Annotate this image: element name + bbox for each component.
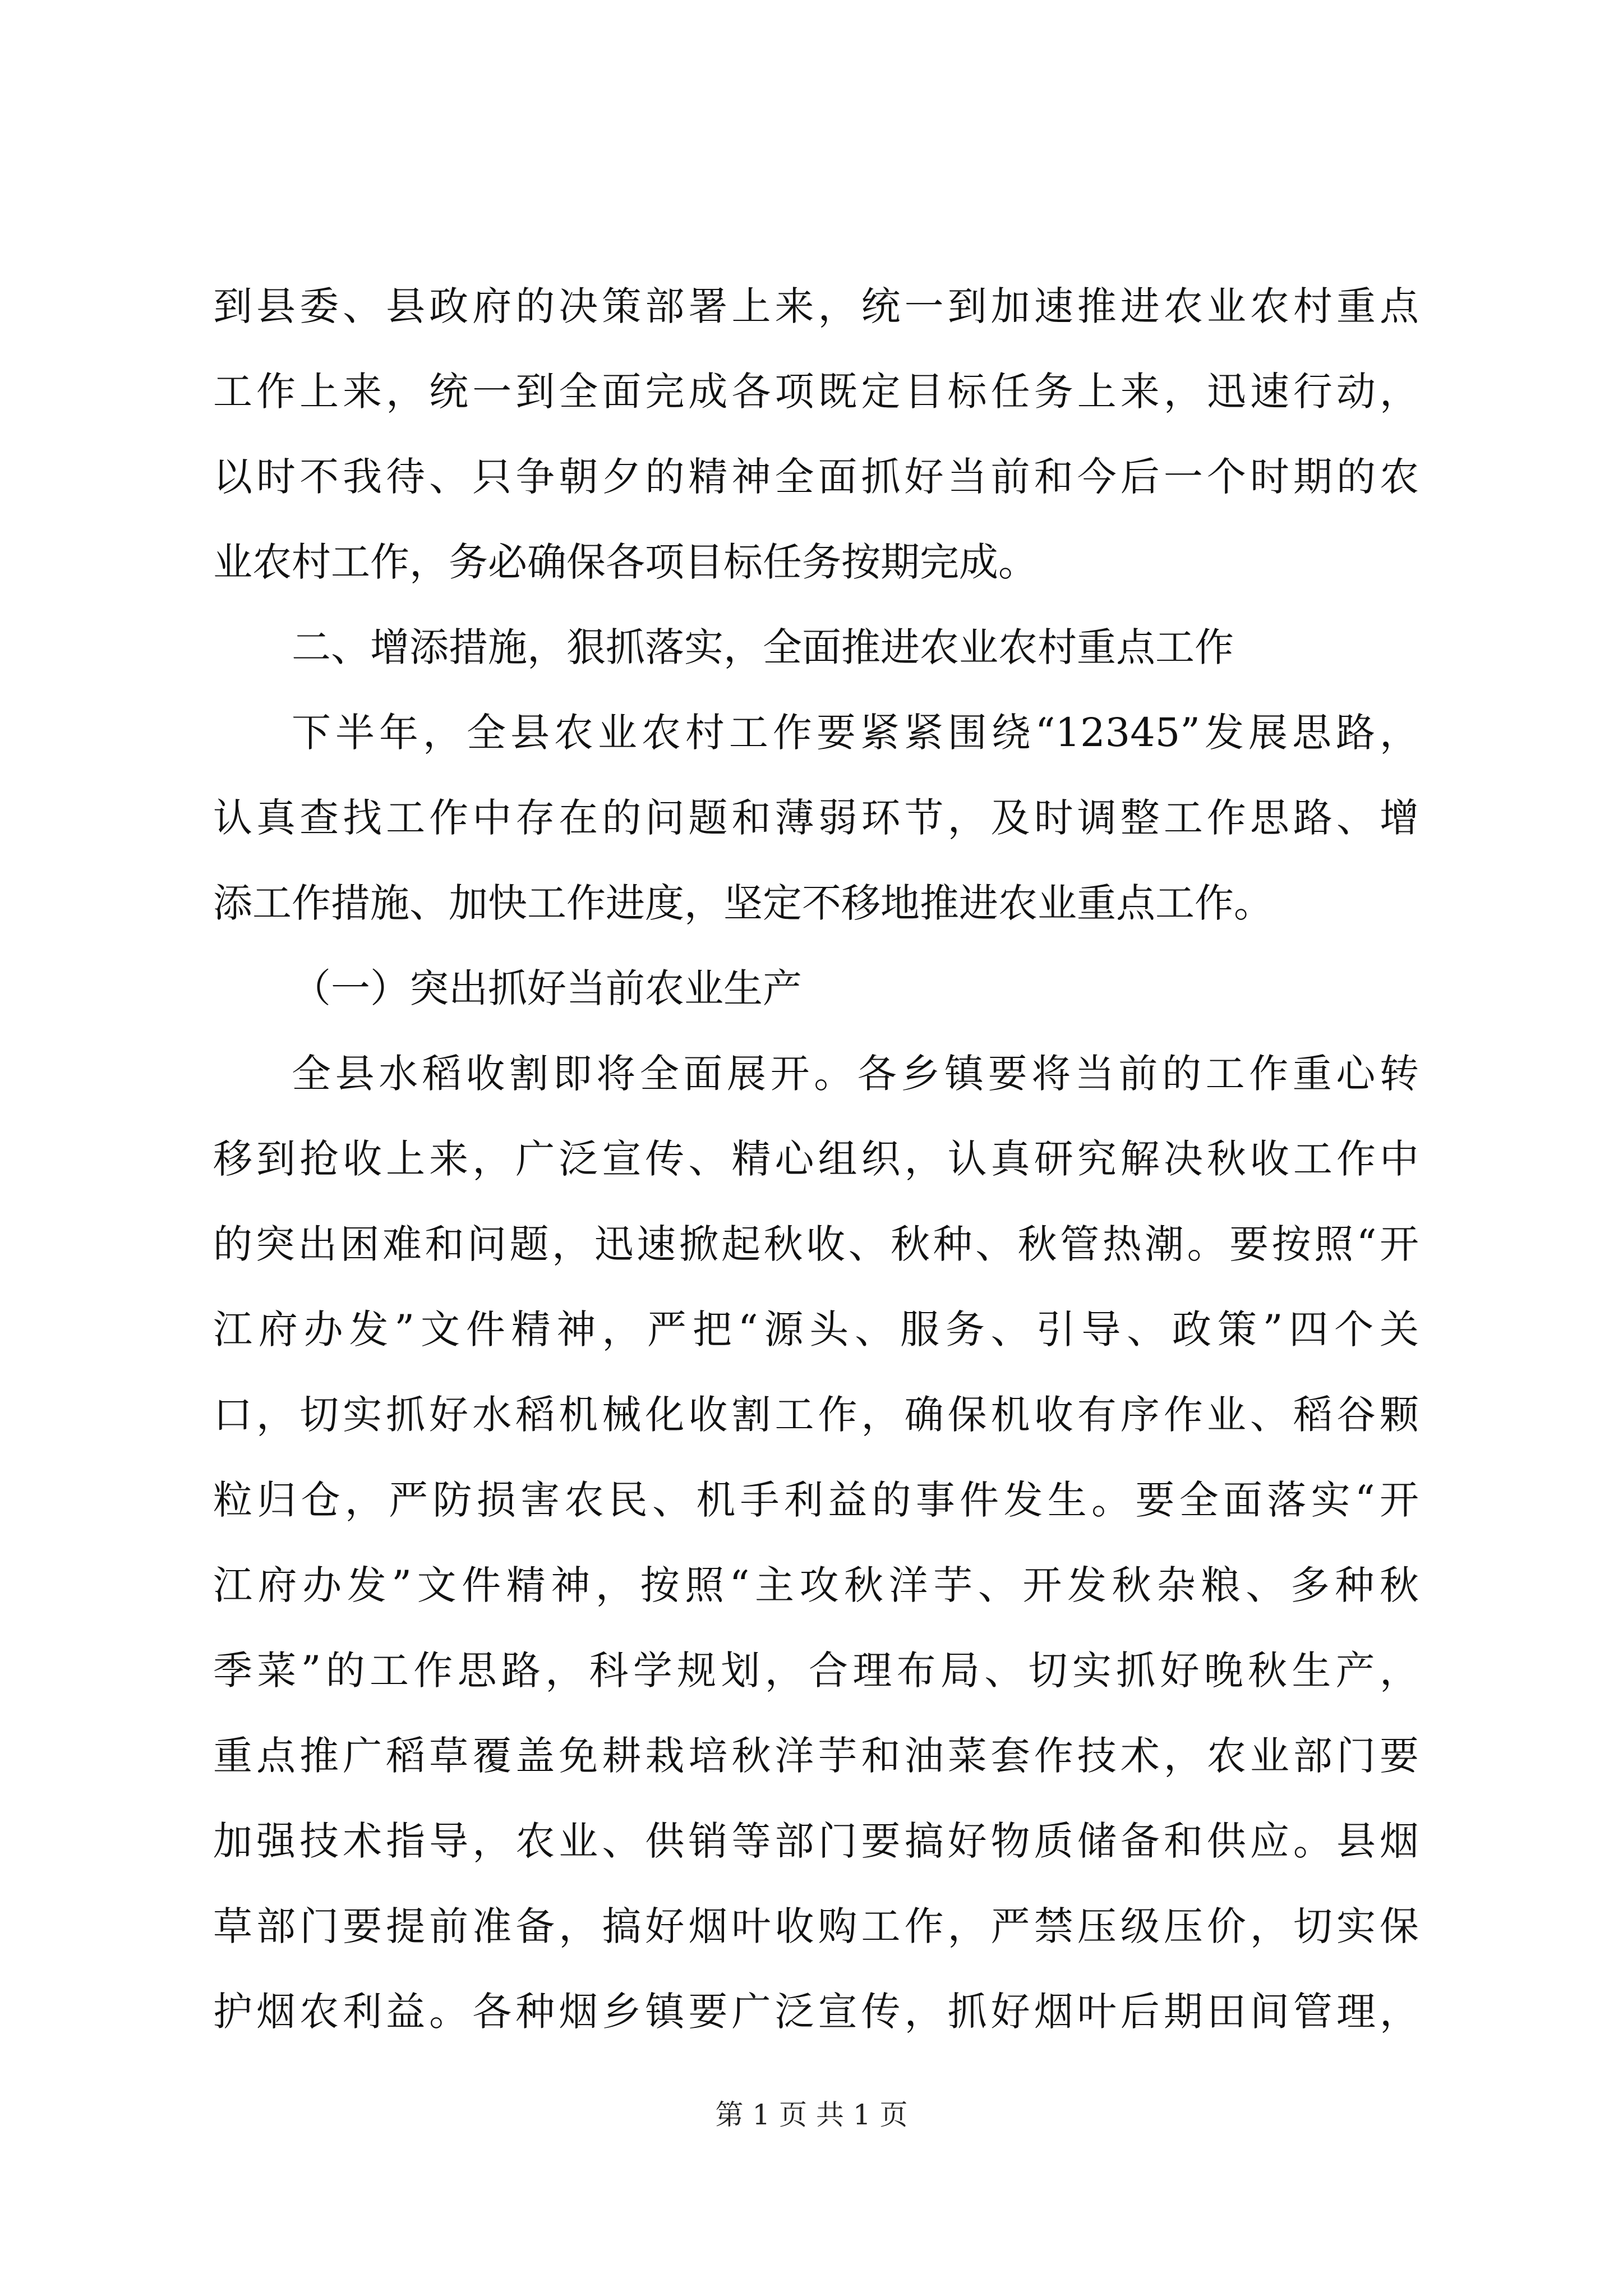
text-line: 粒归仓，严防损害农民、机手利益的事件发生。要全面落实“开: [213, 1477, 1419, 1523]
subsection-heading: [213, 946, 1419, 1031]
text-line: 下半年，全县农业农村工作要紧紧围绕“12345”发展思路，: [292, 710, 1419, 756]
text-line: 添工作措施、加快工作进度，坚定不移地推进农业重点工作。: [213, 880, 1273, 926]
paragraph-second-half: [213, 690, 1419, 946]
text-line: 草部门要提前准备，搞好烟叶收购工作，严禁压级压价，切实保: [213, 1903, 1419, 1949]
document-body: [213, 264, 1419, 2054]
text-line: 到县委、县政府的决策部署上来，统一到加速推进农业农村重点: [213, 283, 1419, 329]
heading-text: 二、增添措施，狠抓落实，全面推进农业农村重点工作: [292, 624, 1234, 670]
page-footer: [0, 2092, 1623, 2133]
text-line: 季菜”的工作思路，科学规划，合理布局、切实抓好晚秋生产，: [213, 1648, 1419, 1694]
text-line: 工作上来，统一到全面完成各项既定目标任务上来，迅速行动，: [213, 369, 1419, 415]
text-line: 全县水稻收割即将全面展开。各乡镇要将当前的工作重心转: [292, 1051, 1419, 1097]
text-line: 重点推广稻草覆盖免耕栽培秋洋芋和油菜套作技术，农业部门要: [213, 1733, 1419, 1779]
text-line: 护烟农利益。各种烟乡镇要广泛宣传，抓好烟叶后期田间管理，: [213, 1989, 1419, 2035]
text-line: 江府办发”文件精神，按照“主攻秋洋芋、开发秋杂粮、多种秋: [213, 1562, 1419, 1608]
text-line: 江府办发”文件精神，严把“源头、服务、引导、政策”四个关: [213, 1306, 1419, 1352]
text-line: 移到抢收上来，广泛宣传、精心组织，认真研究解决秋收工作中: [213, 1136, 1419, 1182]
text-line: 业农村工作，务必确保各项目标任务按期完成。: [213, 539, 1038, 585]
paragraph-harvest: [213, 1031, 1419, 2054]
text-line: 认真查找工作中存在的问题和薄弱环节，及时调整工作思路、增: [213, 795, 1419, 841]
paragraph-continuation: [213, 264, 1419, 605]
page-number-label: 第 1 页 共 1 页: [715, 2099, 908, 2131]
text-line: 加强技术指导，农业、供销等部门要搞好物质储备和供应。县烟: [213, 1818, 1419, 1864]
text-line: 以时不我待、只争朝夕的精神全面抓好当前和今后一个时期的农: [213, 454, 1419, 500]
text-line: 口，切实抓好水稻机械化收割工作，确保机收有序作业、稻谷颗: [213, 1392, 1419, 1438]
subheading-text: （一）突出抓好当前农业生产: [292, 965, 802, 1011]
text-line: 的突出困难和问题，迅速掀起秋收、秋种、秋管热潮。要按照“开: [213, 1221, 1419, 1267]
section-heading: [213, 605, 1419, 690]
